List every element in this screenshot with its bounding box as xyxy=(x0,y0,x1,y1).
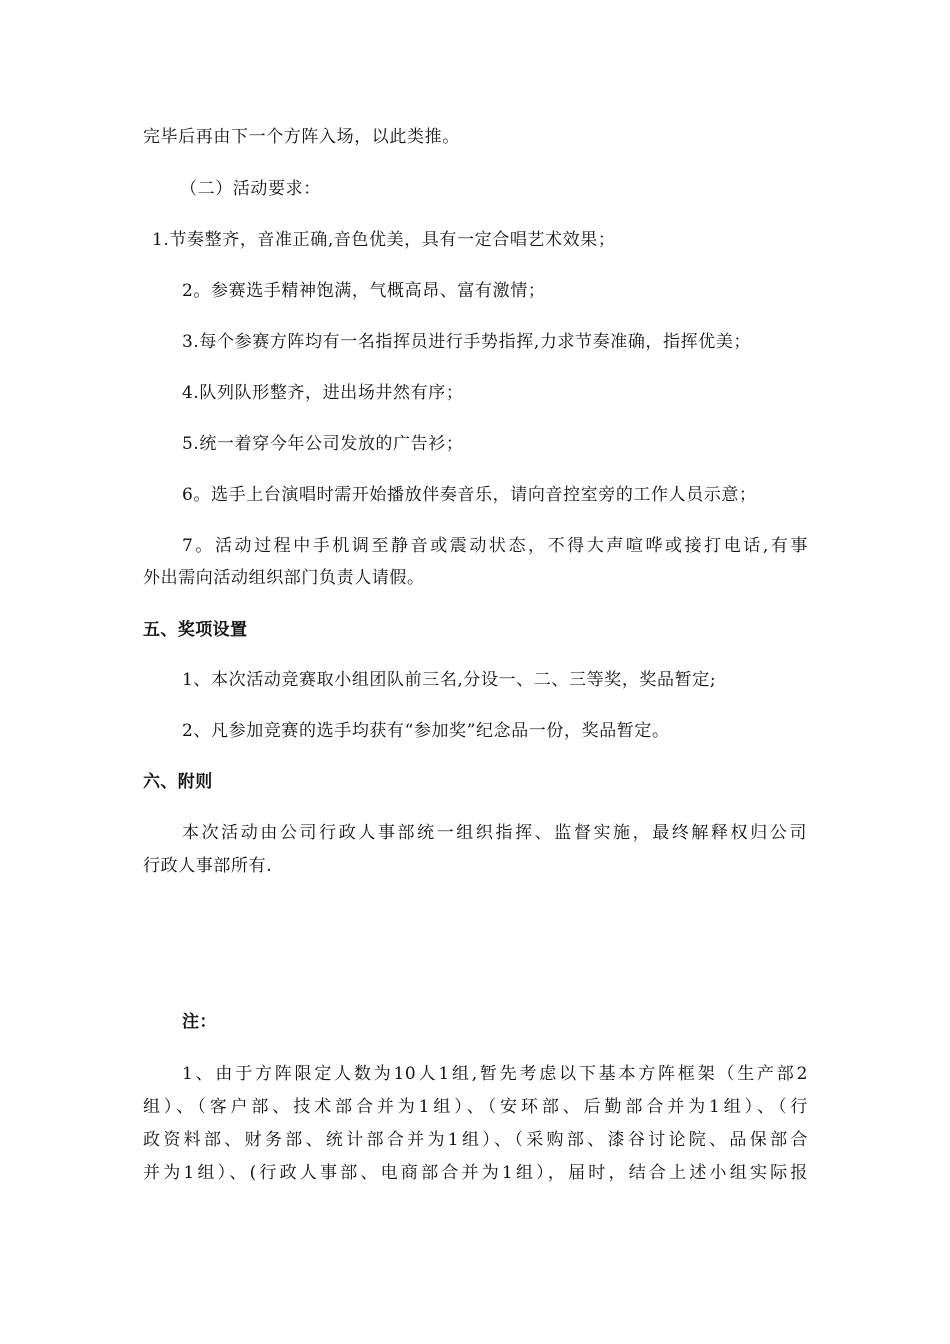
appendix-heading: 六、附则 xyxy=(143,772,213,792)
award-item-1: 1、本次活动竞赛取小组团队前三名,分设一、二、三等奖，奖品暂定; xyxy=(182,670,717,690)
note-line-1: 1、由于方阵限定人数为10人1组,暂先考虑以下基本方阵框架（生产部2 xyxy=(182,1064,808,1084)
requirement-item-7-line-1: 7。活动过程中手机调至静音或震动状态，不得大声喧哗或接打电话,有事 xyxy=(182,536,808,556)
requirement-item-7-line-2: 外出需向活动组织部门负责人请假。 xyxy=(143,568,425,588)
appendix-line-2: 行政人事部所有. xyxy=(143,856,273,876)
requirement-item-2: 2。参赛选手精神饱满，气概高昂、富有激情； xyxy=(182,281,546,301)
award-item-2: 2、凡参加竞赛的选手均获有“参加奖”纪念品一份，奖品暂定。 xyxy=(182,721,670,741)
awards-heading: 五、奖项设置 xyxy=(143,620,248,640)
requirement-item-5: 5.统一着穿今年公司发放的广告衫； xyxy=(182,434,464,454)
requirement-item-3: 3.每个参赛方阵均有一名指挥员进行手势指挥,力求节奏准确，指挥优美； xyxy=(182,332,752,352)
note-line-4: 并为1组）、(行政人事部、电商部合并为1组），届时，结合上述小组实际报 xyxy=(143,1163,808,1183)
note-heading: 注： xyxy=(182,1012,217,1032)
section-heading-activity-requirements: （二）活动要求： xyxy=(180,179,321,199)
continuation-line: 完毕后再由下一个方阵入场，以此类推。 xyxy=(143,127,460,147)
requirement-item-6: 6。选手上台演唱时需开始播放伴奏音乐，请向音控室旁的工作人员示意； xyxy=(182,485,757,505)
requirement-item-4: 4.队列队形整齐，进出场井然有序； xyxy=(182,383,464,403)
appendix-line-1: 本次活动由公司行政人事部统一组织指挥、监督实施，最终解释权归公司 xyxy=(182,823,807,843)
note-line-2: 组）、（客户部、技术部合并为1组）、（安环部、后勤部合并为1组）、（行 xyxy=(143,1097,808,1117)
requirement-item-1: 1.节奏整齐，音准正确,音色优美，具有一定合唱艺术效果； xyxy=(152,230,616,250)
note-line-3: 政资料部、财务部、统计部合并为1组）、（采购部、漆谷讨论院、品保部合 xyxy=(143,1130,808,1150)
